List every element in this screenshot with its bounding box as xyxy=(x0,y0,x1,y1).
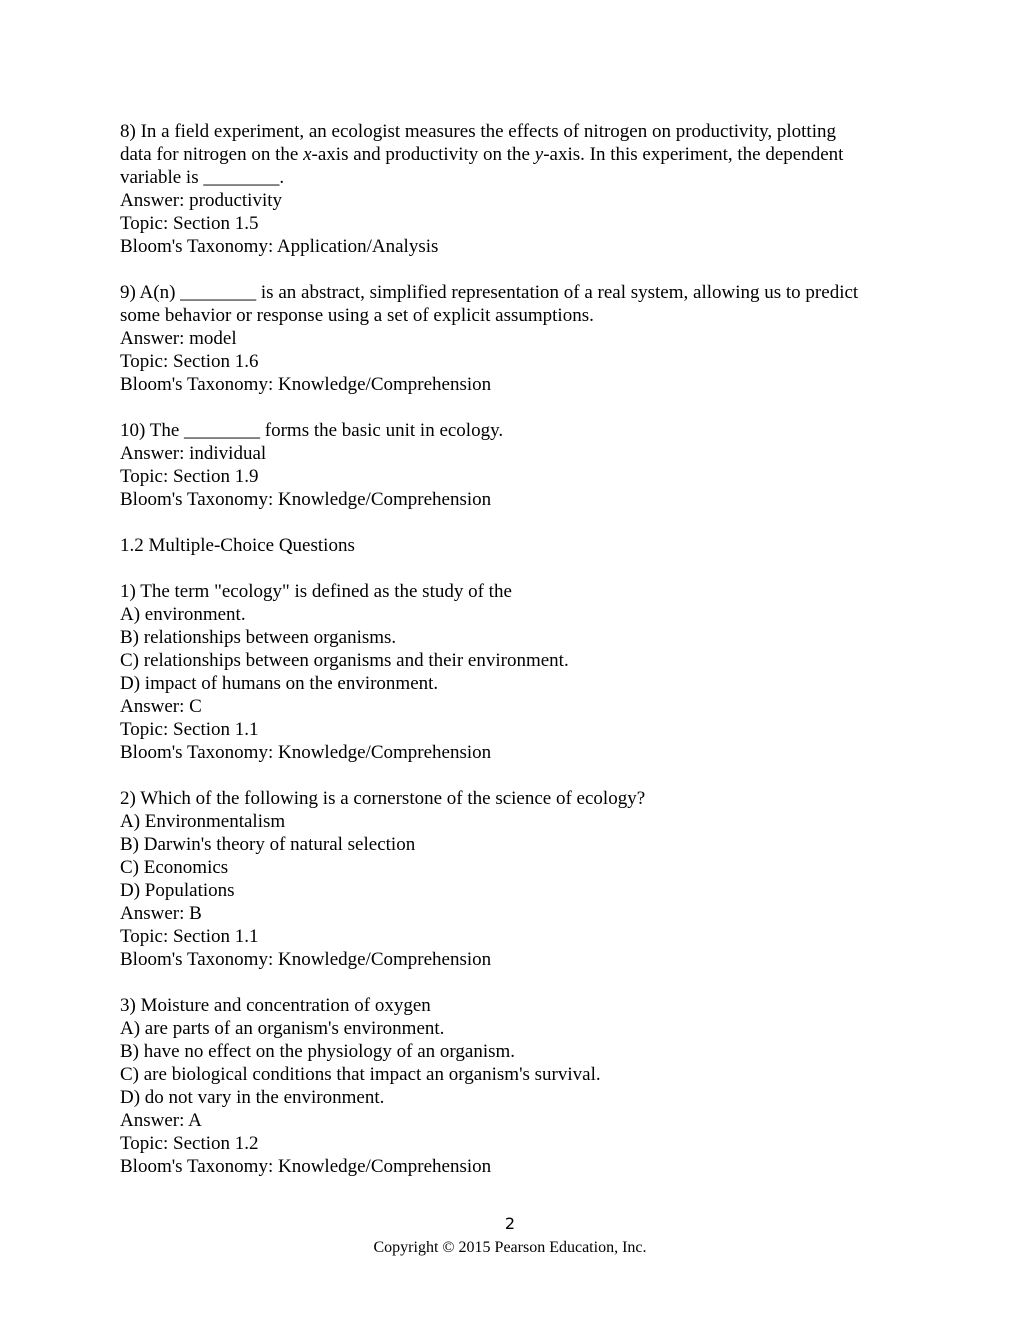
option-b: B) Darwin's theory of natural selection xyxy=(120,834,416,855)
question-line: 2) Which of the following is a cornerstone of the science of ecology? xyxy=(120,788,646,809)
question-line: 1) The term "ecology" is defined as the study of the xyxy=(120,581,512,602)
question-line: 9) A(n) ________ is an abstract, simplified representation of a real system, allowing us to predict xyxy=(120,282,859,303)
topic-line: Topic: Section 1.6 xyxy=(120,351,259,372)
option-d: D) do not vary in the environment. xyxy=(120,1087,385,1108)
answer-line: Answer: B xyxy=(120,903,202,924)
answer-line: Answer: C xyxy=(120,696,202,717)
bloom-line: Bloom's Taxonomy: Knowledge/Comprehension xyxy=(120,1156,492,1177)
fill-in-question-9 xyxy=(120,281,910,396)
option-a: A) Environmentalism xyxy=(120,811,286,832)
multiple-choice-question-2 xyxy=(120,787,910,971)
topic-line: Topic: Section 1.9 xyxy=(120,466,259,487)
answer-line: Answer: productivity xyxy=(120,190,283,211)
answer-line: Answer: individual xyxy=(120,443,267,464)
question-line: some behavior or response using a set of explicit assumptions. xyxy=(120,305,594,326)
option-c: C) Economics xyxy=(120,857,229,878)
copyright-notice: Copyright © 2015 Pearson Education, Inc. xyxy=(373,1239,647,1256)
italic-y: y xyxy=(534,144,544,165)
option-a: A) are parts of an organism's environment. xyxy=(120,1018,445,1039)
answer-line: Answer: model xyxy=(120,328,237,349)
option-c: C) are biological conditions that impact an organism's survival. xyxy=(120,1064,601,1085)
topic-line: Topic: Section 1.2 xyxy=(120,1133,259,1154)
bloom-line: Bloom's Taxonomy: Knowledge/Comprehension xyxy=(120,949,492,970)
option-b: B) relationships between organisms. xyxy=(120,627,397,648)
question-line: 8) In a field experiment, an ecologist measures the effects of nitrogen on productivity, plotting xyxy=(120,121,836,142)
topic-line: Topic: Section 1.1 xyxy=(120,719,259,740)
document-body xyxy=(120,120,910,1201)
fill-in-question-8 xyxy=(120,120,910,258)
answer-line: Answer: A xyxy=(120,1110,202,1131)
topic-line: Topic: Section 1.5 xyxy=(120,213,259,234)
topic-line: Topic: Section 1.1 xyxy=(120,926,259,947)
option-b: B) have no effect on the physiology of an organism. xyxy=(120,1041,516,1062)
bloom-line: Bloom's Taxonomy: Knowledge/Comprehension xyxy=(120,742,492,763)
multiple-choice-question-1 xyxy=(120,580,910,764)
section-heading: 1.2 Multiple-Choice Questions xyxy=(120,535,355,556)
option-d: D) impact of humans on the environment. xyxy=(120,673,439,694)
option-d: D) Populations xyxy=(120,880,235,901)
question-line: 10) The ________ forms the basic unit in ecology. xyxy=(120,420,504,441)
question-line: data for nitrogen on the x-axis and productivity on the y-axis. In this experiment, the dependent xyxy=(120,144,844,165)
multiple-choice-question-3 xyxy=(120,994,910,1178)
bloom-line: Bloom's Taxonomy: Application/Analysis xyxy=(120,236,439,257)
option-a: A) environment. xyxy=(120,604,246,625)
question-line: 3) Moisture and concentration of oxygen xyxy=(120,995,431,1016)
question-line: variable is ________. xyxy=(120,167,285,188)
bloom-line: Bloom's Taxonomy: Knowledge/Comprehension xyxy=(120,489,492,510)
bloom-line: Bloom's Taxonomy: Knowledge/Comprehension xyxy=(120,374,492,395)
italic-x: x xyxy=(303,144,312,165)
page-number: 2 xyxy=(504,1214,516,1233)
fill-in-question-10 xyxy=(120,419,910,511)
option-c: C) relationships between organisms and their environment. xyxy=(120,650,569,671)
